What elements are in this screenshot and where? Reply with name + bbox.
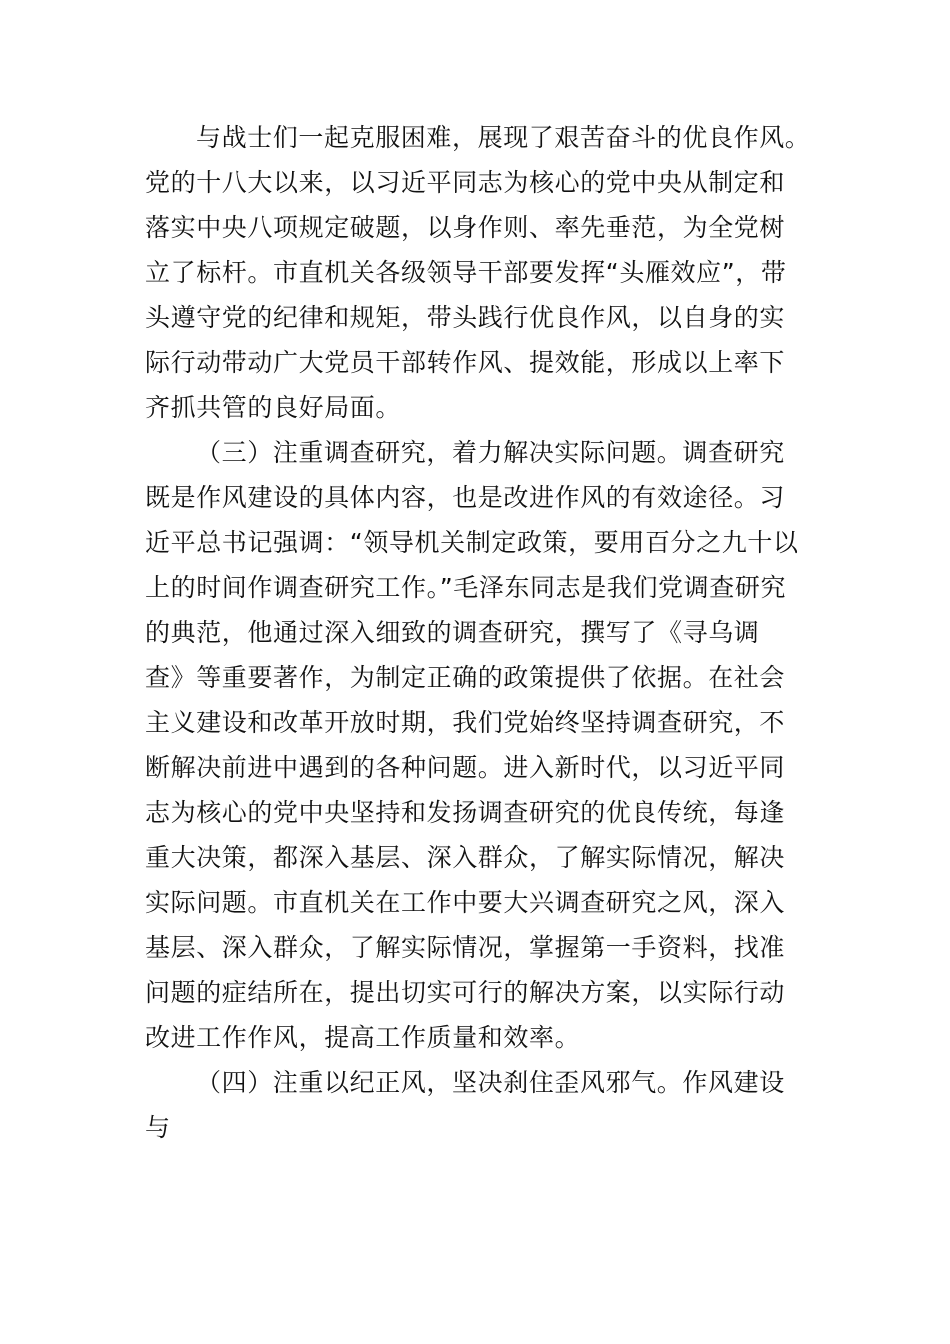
text-line: 立了标杆。市直机关各级领导干部要发挥“头雁效应”，带 [145, 258, 787, 287]
text-line: 党的十八大以来，以习近平同志为核心的党中央从制定和 [145, 168, 786, 197]
text-line: 上的时间作调查研究工作。”毛泽东同志是我们党调查研究 [145, 573, 787, 602]
text-line: 际行动带动广大党员干部转作风、提效能，形成以上率下 [145, 348, 786, 377]
text-line: 既是作风建设的具体内容，也是改进作风的有效途径。习 [145, 483, 786, 512]
text-line: 改进工作作风，提高工作质量和效率。 [145, 1023, 581, 1052]
text-line: 查》等重要著作，为制定正确的政策提供了依据。在社会 [145, 663, 786, 692]
section-heading-three: （三）注重调查研究，着力解决实际问题。调查研究 [196, 438, 785, 467]
text-line: 重大决策，都深入基层、深入群众，了解实际情况，解决 [145, 843, 786, 872]
text-line: 志为核心的党中央坚持和发扬调查研究的优良传统，每逢 [145, 798, 786, 827]
text-line: 与 [145, 1113, 171, 1142]
text-line: 问题的症结所在，提出切实可行的解决方案，以实际行动 [145, 978, 786, 1007]
text-line: 实际问题。市直机关在工作中要大兴调查研究之风，深入 [145, 888, 786, 917]
section-heading-four: （四）注重以纪正风，坚决刹住歪风邪气。作风建设 [196, 1068, 785, 1097]
text-line: 与战士们一起克服困难，展现了艰苦奋斗的优良作风。 [196, 123, 811, 152]
text-line: 落实中央八项规定破题，以身作则、率先垂范，为全党树 [145, 213, 786, 242]
text-line: 的典范，他通过深入细致的调查研究，撰写了《寻乌调 [145, 618, 760, 647]
text-line: 齐抓共管的良好局面。 [145, 393, 402, 422]
text-line: 断解决前进中遇到的各种问题。进入新时代，以习近平同 [145, 753, 786, 782]
text-line: 基层、深入群众，了解实际情况，掌握第一手资料，找准 [145, 933, 786, 962]
text-line: 头遵守党的纪律和规矩，带头践行优良作风，以自身的实 [145, 303, 786, 332]
text-line: 主义建设和改革开放时期，我们党始终坚持调查研究，不 [145, 708, 786, 737]
text-line: 近平总书记强调：“领导机关制定政策，要用百分之九十以 [145, 528, 799, 557]
